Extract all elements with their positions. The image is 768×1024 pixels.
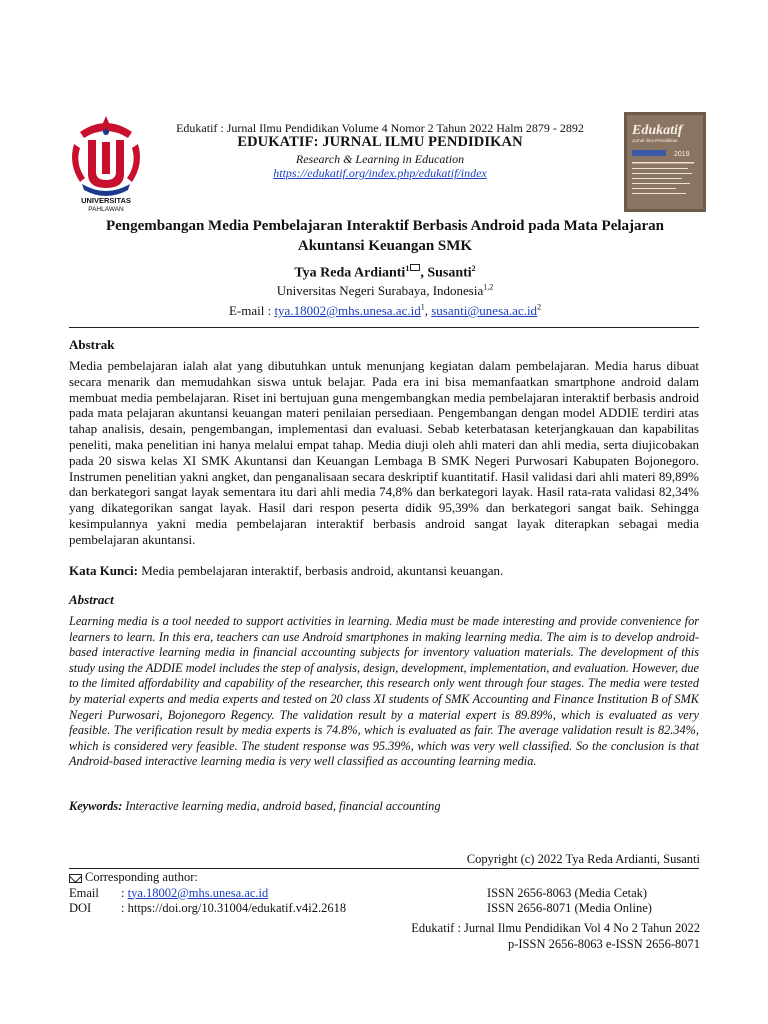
cover-year: 2019 xyxy=(674,151,690,158)
footer-line2: p-ISSN 2656-8063 e-ISSN 2656-8071 xyxy=(507,936,700,951)
journal-citation-line: Edukatif : Jurnal Ilmu Pendidikan Volume 4 Nomor 2 Tahun 2022 Halm 2879 - 2892 xyxy=(176,121,584,135)
journal-url-link[interactable]: https://edukatif.org/index.php/edukatif/index xyxy=(273,166,487,180)
divider-bottom xyxy=(69,868,699,869)
email-1-sup: 1 xyxy=(420,302,425,312)
keywords-label: Keywords: xyxy=(69,799,123,813)
cover-subtitle: Jurnal Ilmu Pendidikan xyxy=(632,138,678,143)
journal-subtitle: Research & Learning in Education xyxy=(295,152,465,166)
paper-title-line1: Pengembangan Media Pembelajaran Interaktif Berbasis Android pada Mata Pelajaran xyxy=(105,218,665,234)
affiliation-sup: 1,2 xyxy=(483,282,494,292)
abstract-body: Learning media is a tool needed to support activities in learning. Media must be made interesting and provide convenience for learners to learn. In this era, teachers can use Android smartphones in making learning media. The aim is to develop android-based interactive learning media in financial accounting subjects for inventory valuation materials. The development of this study using the ADDIE model includes the step of analysis, design, development, implementation, and evaluation. However, due to the limited affordability and capability of the researcher, this research only went through four stages. The media were tested by material experts and media experts and tested on 20 class XI students of SMK Accounting and Finance Institution B of SMK Negeri Purwosari, Bojonegoro Regency. The validation result by a material expert is 89.89%, which is evaluated as very feasible. The verification result by media experts is 74.8%, which is evaluated as fair. The average validation result is 82.34%, which is considered very feasible. The student response was 95.39%, which was very well classified. So the conclusion is that Android-based interactive learning media is very well classified as accounting learning media. xyxy=(69,614,699,769)
envelope-icon xyxy=(69,874,82,883)
author-1-sup: 1 xyxy=(405,264,410,273)
issn-online: ISSN 2656-8071 (Media Online) xyxy=(487,901,652,915)
university-logo xyxy=(66,112,146,212)
corr-email-address[interactable]: tya.18002@mhs.unesa.ac.id xyxy=(127,885,269,900)
paper-title xyxy=(70,216,700,256)
journal-cover-image xyxy=(624,112,706,212)
affiliation-text: Universitas Negeri Surabaya, Indonesia xyxy=(276,283,484,298)
email-2-link[interactable]: susanti@unesa.ac.id xyxy=(431,303,538,318)
kata-kunci-text: Media pembelajaran interaktif, berbasis android, akuntansi keuangan. xyxy=(137,563,504,578)
email-1-link[interactable]: tya.18002@mhs.unesa.ac.id xyxy=(274,303,421,318)
page-footer xyxy=(300,921,700,952)
email-label: E-mail : xyxy=(228,303,275,318)
kata-kunci-label: Kata Kunci: xyxy=(69,563,138,578)
author-1: Tya Reda Ardianti xyxy=(294,265,406,281)
corr-email-label: Email xyxy=(69,885,99,900)
abstrak-body: Media pembelajaran ialah alat yang dibutuhkan untuk menunjang kegiatan dalam pembelajaran. Media harus dibuat secara menarik dan memudahkan siswa untuk belajar. Pada era ini bisa memanfaatkan smartphone android dalam membuat media pembelajaran. Riset ini bertujuan guna mengembangkan media pembelajaran interaktif berbasis android pada mata pelajaran akuntansi keuangan materi penilaian persediaan. Pengembangan dengan model ADDIE terdiri atas tahap analisis, desain, pengembangan, implementasi dan evaluasi. Sebab keterbatasan keterjangkauan dan kapabilitas peneliti, maka penelitian ini hanya melalui empat tahap. Media diuji oleh ahli materi dan ahli media, serta diujicobakan pada 20 siswa kelas XI SMK Akuntansi dan Keuangan Lembaga B SMK Negeri Purwosari Kabupaten Bojonegoro. Instrumen penelitian yakni angket, dan penganalisaan secara deskriptif kuantitatif. Hasil validasi dari ahli materi 89,89% dan berkategori sangat layak sementara itu dari ahli media 74,8% dan berkategori layak. Hasil rata-rata validasi 82,34% yang dikategorikan sangat layak. Hasil dari respon peserta didik 95,39% dan berkategori sangat baik. Sehingga kesimpulannya yakni media pembelajaran interaktif berbasis android sangat layak diterapkan sebagai media pembelajaran akuntansi. xyxy=(69,358,699,547)
mail-icon xyxy=(410,264,420,271)
email-line xyxy=(70,303,700,319)
doi-value[interactable]: : https://doi.org/10.31004/edukatif.v4i2.2618 xyxy=(121,901,347,915)
divider-top xyxy=(69,327,699,328)
abstract-heading: Abstract xyxy=(69,592,114,607)
logo-subtitle: PAHLAWAN xyxy=(88,206,124,212)
footer-line1: Edukatif : Jurnal Ilmu Pendidikan Vol 4 No 2 Tahun 2022 xyxy=(411,921,700,935)
keywords-text: Interactive learning media, android based, financial accounting xyxy=(122,799,441,813)
logo-title: UNIVERSITAS xyxy=(81,196,131,205)
corr-email-link[interactable]: : tya.18002@mhs.unesa.ac.id xyxy=(121,885,269,900)
affiliation xyxy=(70,283,700,299)
author-2-sup: 2 xyxy=(471,264,476,273)
abstrak-heading: Abstrak xyxy=(69,337,115,352)
corresponding-label: Corresponding author: xyxy=(85,870,198,884)
email-separator: , xyxy=(424,303,432,318)
cover-title: Edukatif xyxy=(632,123,683,138)
keywords xyxy=(69,799,699,814)
corresponding-block xyxy=(69,870,709,917)
copyright: Copyright (c) 2022 Tya Reda Ardianti, Susanti xyxy=(466,852,700,866)
author-line xyxy=(70,264,700,282)
journal-title: EDUKATIF: JURNAL ILMU PENDIDIKAN xyxy=(237,134,523,150)
kata-kunci xyxy=(69,563,699,579)
author-2: , Susanti xyxy=(420,265,472,281)
paper-title-line2: Akuntansi Keuangan SMK xyxy=(297,238,473,254)
doi-label: DOI xyxy=(69,901,92,915)
email-2-sup: 2 xyxy=(537,302,542,312)
issn-print: ISSN 2656-8063 (Media Cetak) xyxy=(487,885,648,900)
